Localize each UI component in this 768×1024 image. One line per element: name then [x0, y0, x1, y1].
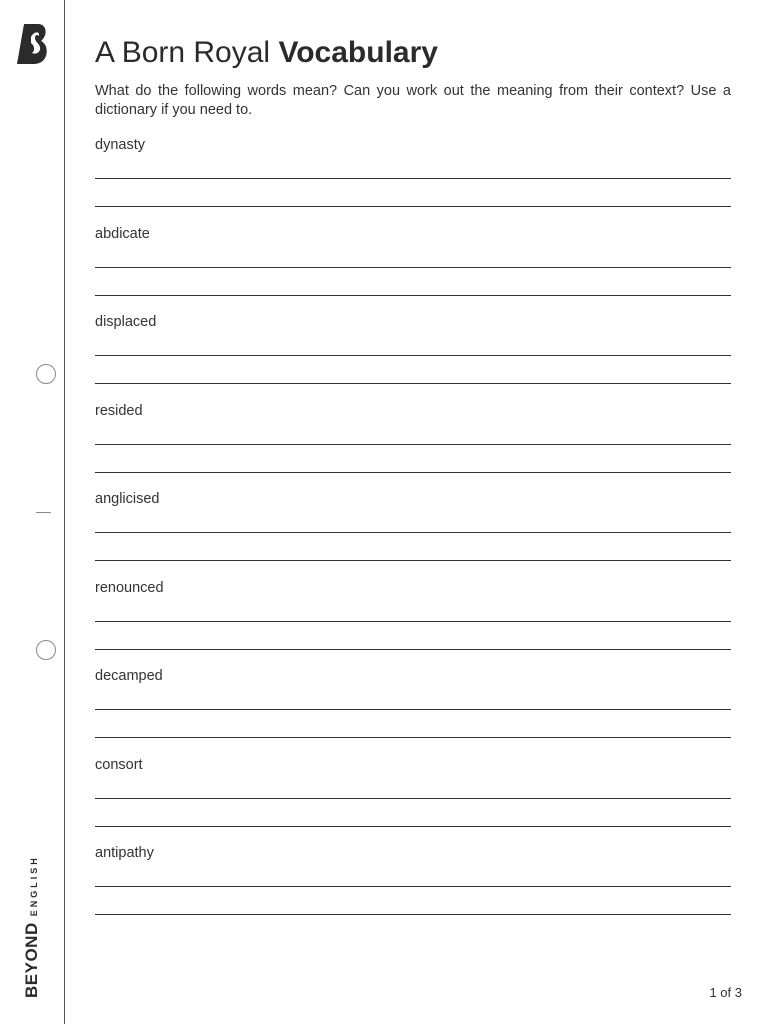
punch-hole-top	[36, 364, 56, 384]
vocab-item-anglicised	[95, 490, 731, 579]
answer-line[interactable]	[95, 709, 731, 710]
brand-wordmark	[22, 855, 42, 998]
answer-line[interactable]	[95, 267, 731, 268]
page-title-bold: Vocabulary	[278, 36, 438, 69]
vocab-item-decamped	[95, 667, 731, 756]
vocab-item-consort	[95, 756, 731, 845]
answer-line[interactable]	[95, 295, 731, 296]
vocabulary-list	[95, 136, 731, 933]
page-number: 1 of 3	[709, 985, 742, 1000]
answer-line[interactable]	[95, 532, 731, 533]
vocab-word: displaced	[95, 314, 157, 330]
vocab-item-resided	[95, 402, 731, 491]
answer-line[interactable]	[95, 383, 731, 384]
beyond-b-logo-icon	[16, 22, 50, 66]
answer-line[interactable]	[95, 178, 731, 179]
vocab-word: renounced	[95, 579, 164, 596]
margin-rule	[64, 0, 65, 1024]
answer-line[interactable]	[95, 914, 731, 915]
vocab-word: resided	[95, 402, 143, 419]
answer-line[interactable]	[95, 560, 731, 561]
vocab-word: anglicised	[95, 491, 160, 507]
answer-line[interactable]	[95, 444, 731, 445]
brand-sub-text: ENGLISH	[29, 855, 39, 917]
vocab-word: dynasty	[95, 137, 145, 153]
answer-line[interactable]	[95, 355, 731, 356]
answer-line[interactable]	[95, 206, 731, 207]
vocab-item-dynasty	[95, 136, 731, 225]
answer-line[interactable]	[95, 798, 731, 799]
answer-line[interactable]	[95, 737, 731, 738]
page-title-regular: A Born Royal	[95, 36, 271, 69]
fold-mark	[36, 512, 51, 513]
punch-hole-bottom	[36, 640, 56, 660]
answer-line[interactable]	[95, 472, 731, 473]
answer-line[interactable]	[95, 826, 731, 827]
vocab-word: decamped	[95, 668, 163, 684]
vocab-item-renounced	[95, 579, 731, 668]
vocab-word: abdicate	[95, 225, 150, 242]
answer-line[interactable]	[95, 649, 731, 650]
vocab-item-abdicate	[95, 225, 731, 314]
answer-line[interactable]	[95, 886, 731, 887]
vocab-item-displaced	[95, 313, 731, 402]
brand-main-text: BEYOND	[22, 922, 41, 998]
vocab-word: consort	[95, 756, 143, 773]
vocab-item-antipathy	[95, 844, 731, 933]
vocab-word: antipathy	[95, 845, 154, 861]
page-title	[95, 34, 438, 72]
answer-line[interactable]	[95, 621, 731, 622]
instructions-text: What do the following words mean? Can you work out the meaning from their context? Use a dictionary if you need to.	[95, 83, 731, 118]
